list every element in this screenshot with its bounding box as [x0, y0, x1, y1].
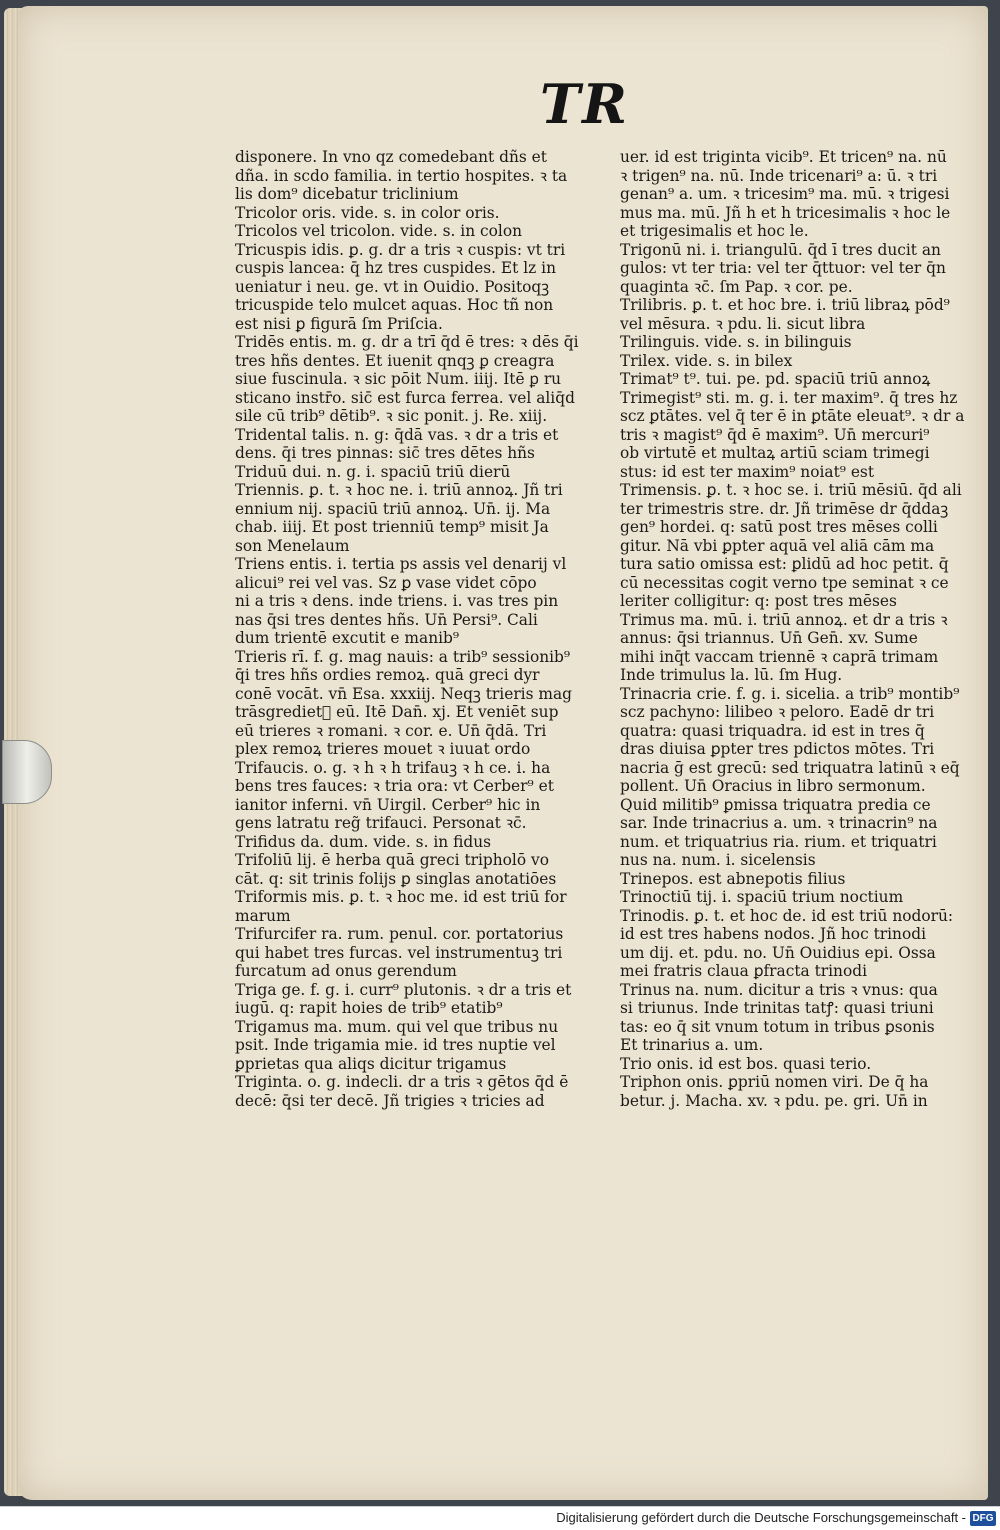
left-column-line: Triduū dui. n. g. i. spaciū triū dierū: [235, 462, 511, 481]
left-column-line: Triens entis. i. tertia ps assis vel denarij vl̄: [235, 555, 567, 573]
right-column-line: Trinacria crie. f. g. i. sicelia. a trib⁹ montib⁹: [620, 684, 960, 703]
left-column-line: dña. in scdo familia. in tertio hospites. ꝛ ta: [235, 166, 568, 185]
left-column-line: Trifidus da. dum. vide. s. in fidus: [235, 832, 492, 851]
right-column-line: si triunus. Inde trinitas tatꝭ: quasi triuni: [620, 999, 934, 1017]
left-column-line: trāsgredietᷣ eū. Itē Dan̄. xj. Et veniēt sup: [235, 703, 559, 721]
right-column-line: Trinepos. est abnepotis filius: [620, 869, 846, 888]
left-column-line: gens latratu reg̃ trifauci. Personat ꝛc̄.: [235, 814, 527, 832]
right-column-line: mihi inq̄t vaccam triennē ꝛ caprā trimam: [620, 647, 939, 666]
left-column-line: nas q̄si tres dentes hñs. Un̄ Persi⁹. Cali: [235, 610, 538, 629]
right-column-line: tura satio omissa est: ꝑlidū ad hoc petit̄. q̄: [620, 555, 949, 573]
right-column-line: ꝛ trigen⁹ na. nū. Inde tricenari⁹ a: ū. ꝛ tri: [620, 166, 938, 185]
left-column-line: ꝑprietas qua aliqs dicitur trigamus: [235, 1054, 507, 1073]
right-column-line: Trilibris. ꝑ. t. et hoc bre. i. triū libraꝝ pōd⁹: [620, 296, 950, 314]
running-head: TR: [540, 72, 630, 136]
left-column-line: Tricuspis idis. ꝑ. g. dr a tris ꝛ cuspis: vt tri: [235, 240, 566, 259]
left-column-line: disponere. In vno qz comedebant dñs et: [235, 148, 547, 166]
right-column-line: num. et triquatrius ria. rium. et triquatri: [620, 832, 937, 851]
left-column-line: plex remoꝝ trieres mouet ꝛ iuuat ordo: [235, 740, 531, 758]
footer-credit: Digitalisierung gefördert durch die Deutsche Forschungsgemeinschaft -: [556, 1510, 966, 1525]
left-column-line: qui habet tres furcas. vel instrumentuꝫ tri: [235, 943, 563, 962]
left-column-line: Tridēs entis. m. g. dr a trī q̄d ē tres: ꝛ dēs q̄i: [235, 333, 579, 351]
left-column-line: Tricolor oris. vide. s. in color oris.: [235, 203, 500, 222]
left-column-line: tricuspide telo mulcet aquas. Hoc tñ non: [235, 296, 554, 314]
right-column-line: cū necessitas cogit verno tpe seminat̄ ꝛ ce: [620, 573, 949, 592]
left-column-line: Trigamus ma. mum. qui vel que tribus nu: [235, 1017, 559, 1036]
left-column-line: bens tres fauces: ꝛ tria ora: vt Cerber⁹ et: [235, 777, 554, 795]
left-column-line: Triformis mis. ꝑ. t. ꝛ hoc me. id est triū for: [235, 888, 567, 906]
right-column-line: Trimat⁹ t⁹. tui. pe. pd. spaciū triū annoꝝ: [620, 370, 931, 388]
right-column-line: Triphon onis. ꝑpriū nomen viri. De q̄ ha: [620, 1073, 929, 1091]
left-column-line: dens. q̄i tres pinnas: sic̄ tres dētes hñs: [235, 444, 535, 462]
right-column-line: tas: eo q̄ sit vnum totum in tribus ꝑsonis: [620, 1017, 935, 1036]
left-column-line: cuspis lancea: q̄ hz tres cuspides. Et lz in: [235, 259, 557, 277]
left-column-line: Trieris rī. f. g. mag nauis: a trib⁹ sessionib⁹: [235, 647, 571, 666]
left-column-line: Trifurcifer ra. rum. penul. cor. portatorius: [235, 925, 564, 943]
right-column-line: Trigonū ni. i. triangulū. q̄d ī tres ducit̄ an: [620, 240, 941, 259]
left-column-line: Trifoliū lij. ē herba quā greci tripholō vo: [235, 851, 549, 869]
right-column-line: genan⁹ a. um. ꝛ tricesim⁹ ma. mū. ꝛ trigesi: [620, 185, 950, 203]
right-column-line: scz ꝑtātes. vel q̄ ter ē in ꝑtāte eleuat⁹. ꝛ dr a: [620, 407, 965, 425]
left-column: [235, 148, 590, 1110]
left-column-line: sile cū trib⁹ dētib⁹. ꝛ sic ponit̄. j. Re. xiij.: [235, 407, 548, 425]
dfg-logo: DFG: [970, 1511, 996, 1526]
left-column-line: lis dom⁹ dicebatur triclinium: [235, 185, 459, 203]
left-column-line: ueniatur i neu. ge. vt in Ouidio. Positoqꝫ: [235, 277, 550, 296]
right-column-line: uer. id est triginta vicib⁹. Et tricen⁹ na. nū: [620, 148, 947, 166]
right-column-line: gen⁹ hordei. q: satū post tres mēses colli: [620, 518, 938, 536]
left-column-line: Triennis. ꝑ. t. ꝛ hoc ne. i. triū annoꝝ. Jñ tri: [235, 481, 563, 499]
right-column-line: Quid militib⁹ ꝑmissa triquatra predia ce: [620, 795, 931, 814]
left-column-line: Tricolos vel tricolon. vide. s. in colon: [235, 222, 523, 240]
right-column-line: leriter colligitur: q: post tres mēses: [620, 592, 897, 610]
right-column-line: gulos: vt ter tria: vel ter q̄ttuor: vel ter q̄n: [620, 259, 946, 277]
right-column-line: gitur. Nā vbi ꝑpter aquā vel aliā cām ma: [620, 536, 935, 555]
right-column-line: nacria ḡ est grecū: sed triquatra latinū ꝛ eq̄: [620, 758, 960, 777]
left-column-line: Triga ge. f. g. i. curr⁹ plutonis. ꝛ dr a tris et: [235, 980, 572, 999]
right-column-line: et trigesimalis et hoc le.: [620, 222, 809, 240]
left-column-line: Tridental talis. n. g: q̄dā vas. ꝛ dr a tris et: [235, 425, 559, 444]
left-column-line: tres hñs dentes. Et iuenit̄ qnqꝫ ꝑ creagra: [235, 351, 555, 370]
left-column-line: eū trieres ꝛ romani. ꝛ cor. e. Un̄ q̄dā. Tri: [235, 721, 547, 740]
left-column-line: son Menelaum: [235, 536, 350, 555]
right-column-line: nus na. num. i. sicelensis: [620, 851, 816, 869]
right-column-line: Trinoctiū tij. i. spaciū trium noctium: [620, 888, 904, 906]
left-column-line: decē: q̄si ter decē. Jñ trigies ꝛ tricies ad: [235, 1091, 545, 1110]
right-column-line: Trimensis. ꝑ. t. ꝛ hoc se. i. triū mēsiū. q̄d ali: [620, 481, 962, 499]
right-column-line: mei fratris claua ꝑfracta trinodi: [620, 962, 867, 980]
right-column-line: Et trinarius a. um.: [620, 1036, 764, 1054]
right-column-line: Trinus na. num. dicitur a tris ꝛ vnus: qua: [620, 980, 938, 999]
left-column-line: Triginta. o. g. indecli. dr a tris ꝛ gētos q̄d ē: [235, 1073, 569, 1091]
left-column-line: sticano instr̄o. sic̄ est furca ferrea. vel aliq̄d: [235, 388, 575, 407]
right-column-line: ob virtutē et multaꝝ artiū sciam trimegi: [620, 444, 930, 462]
right-column-line: quaginta ꝛc̄. ſm Pap. ꝛ cor. pe.: [620, 277, 853, 296]
right-column-line: Trimus ma. mū. i. triū annoꝝ. et dr a tris ꝛ: [620, 610, 948, 629]
left-column-line: q̄i tres hñs ordies remoꝝ. quā greci dyr: [235, 666, 540, 684]
right-column-line: Inde trimulus la. lū. ſm Hug.: [620, 666, 843, 684]
left-column-line: psit. Inde trigamia mie. id tres nuptie vel: [235, 1036, 556, 1054]
right-column-line: betur. j. Macha. xv. ꝛ pdu. pe. gri. Un̄ in: [620, 1091, 928, 1110]
right-column-line: mus ma. mū. Jñ h̄ et h̄ tricesimalis ꝛ hoc le: [620, 203, 951, 222]
right-column-line: vel mēsura. ꝛ pdu. li. sicut libra: [620, 314, 866, 333]
right-column-line: scz pachyno: lilibeo ꝛ peloro. Eadē dr tri: [620, 703, 935, 721]
left-column-line: chab. iiij. Et post trienniū temp⁹ misit Ja: [235, 518, 549, 536]
left-column-line: cāt. q: sit trinis folijs ꝑ singlas anotatiōes: [235, 869, 557, 888]
left-column-line: est nisi ꝑ figurā ſm Priſcia.: [235, 314, 443, 333]
right-column-line: Trilinguis. vide. s. in bilinguis: [620, 333, 852, 351]
right-column-line: ter trimestris stre. dr. Jñ trimēse dr q̄ddaꝫ: [620, 499, 949, 518]
left-column-line: iugū. q: rapit hoies de trib⁹ etatib⁹: [235, 999, 503, 1017]
right-column-line: um dij. et. pdu. no. Un̄ Ouidius epi. Ossa: [620, 943, 936, 962]
right-column-line: id est tres habens nodos. Jñ hoc trinodi: [620, 925, 927, 943]
left-column-line: Trifaucis. o. g. ꝛ h ꝛ h trifauꝫ ꝛ h ce. i. ha: [235, 758, 551, 777]
left-column-line: ianitor inferni. vn̄ Uirgil. Cerber⁹ hic in: [235, 795, 541, 814]
right-column-line: dras diuisa ꝑpter tres pdictos mōtes. Tri: [620, 740, 935, 758]
left-column-line: siue fuscinula. ꝛ sic pōit̄ Num. iiij. Itē ꝑ ru: [235, 370, 562, 388]
right-column-line: pollent. Un̄ Oracius in libro sermonum.: [620, 777, 926, 795]
right-column-line: Trinodis. ꝑ. t. et hoc de. id est triū nodorū:: [620, 906, 954, 925]
left-column-line: conē vocāt. vn̄ Esa. xxxiij. Neqꝫ trieris mag: [235, 684, 573, 703]
left-column-line: furcatum ad onus gerendum: [235, 962, 457, 980]
right-column-line: Trilex. vide. s. in bilex: [620, 351, 793, 370]
right-column: [620, 148, 972, 1110]
right-column-line: tris ꝛ magist⁹ q̄d ē maxim⁹. Un̄ mercuri⁹: [620, 425, 930, 444]
footer-bar: [0, 1506, 1000, 1530]
right-column-line: Trio onis. id est bos. quasi terio.: [620, 1054, 872, 1073]
right-column-line: sar. Inde trinacrius a. um. ꝛ trinacrin⁹ na: [620, 814, 938, 832]
right-column-line: quatra: quasi triquadra. id est in tres q̄: [620, 721, 925, 740]
right-column-line: annus: q̄si triannus. Un̄ Gen̄. xv. Sume: [620, 629, 918, 647]
page-clip: [2, 740, 52, 804]
left-column-line: ennium nij. spaciū triū annoꝝ. Un̄. ij. Ma: [235, 499, 551, 518]
left-column-line: marum: [235, 906, 291, 925]
left-column-line: alicui⁹ rei vel vas. Sz ꝑ vase videt̄ cōpo: [235, 573, 537, 592]
left-column-line: dum trientē excutit e manib⁹: [235, 629, 460, 647]
right-column-line: Trimegist⁹ sti. m. g. i. ter maxim⁹. q̄ tres hz: [620, 388, 958, 407]
left-column-line: ni a tris ꝛ dens. inde triens. i. vas tres pin: [235, 592, 559, 610]
right-column-line: stus: id est ter maxim⁹ noiat⁹ est: [620, 462, 875, 481]
